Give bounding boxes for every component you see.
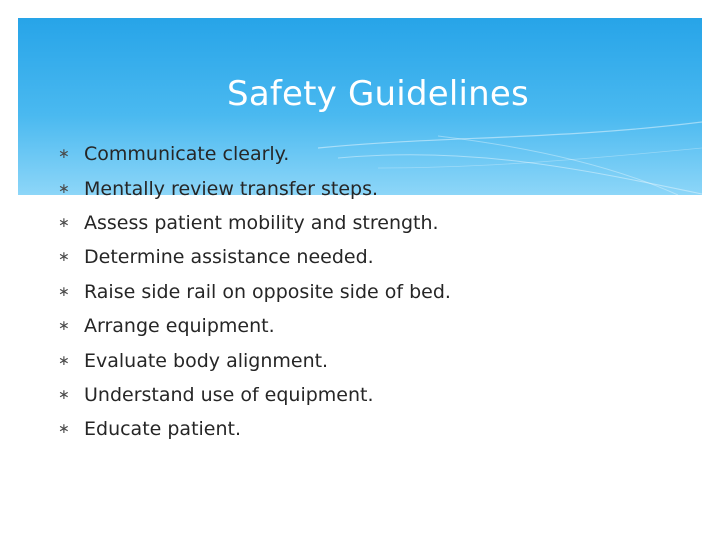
asterisk-bullet-icon: ∗ (58, 421, 70, 438)
list-item (58, 206, 451, 240)
asterisk-bullet-icon: ∗ (58, 249, 70, 266)
list-item (58, 343, 451, 377)
bullet-text: Raise side rail on opposite side of bed. (84, 280, 451, 303)
list-item (58, 240, 451, 274)
bullet-text: Understand use of equipment. (84, 383, 374, 406)
bullet-text: Evaluate body alignment. (84, 349, 329, 372)
list-item (58, 309, 451, 343)
slide-title: Safety Guidelines (227, 74, 529, 114)
asterisk-bullet-icon: ∗ (58, 180, 70, 197)
bullet-text: Educate patient. (84, 418, 242, 441)
bullet-text: Communicate clearly. (84, 143, 290, 166)
list-item (58, 171, 451, 205)
list-item (58, 137, 451, 171)
bullet-text: Arrange equipment. (84, 315, 275, 338)
bullet-text: Mentally review transfer steps. (84, 177, 379, 200)
list-item (58, 378, 451, 412)
asterisk-bullet-icon: ∗ (58, 283, 70, 300)
asterisk-bullet-icon: ∗ (58, 386, 70, 403)
asterisk-bullet-icon: ∗ (58, 214, 70, 231)
list-item (58, 412, 451, 446)
list-item (58, 275, 451, 309)
bullet-list (58, 137, 451, 447)
bullet-text: Determine assistance needed. (84, 246, 374, 269)
asterisk-bullet-icon: ∗ (58, 146, 70, 163)
asterisk-bullet-icon: ∗ (58, 318, 70, 335)
asterisk-bullet-icon: ∗ (58, 352, 70, 369)
bullet-text: Assess patient mobility and strength. (84, 211, 439, 234)
